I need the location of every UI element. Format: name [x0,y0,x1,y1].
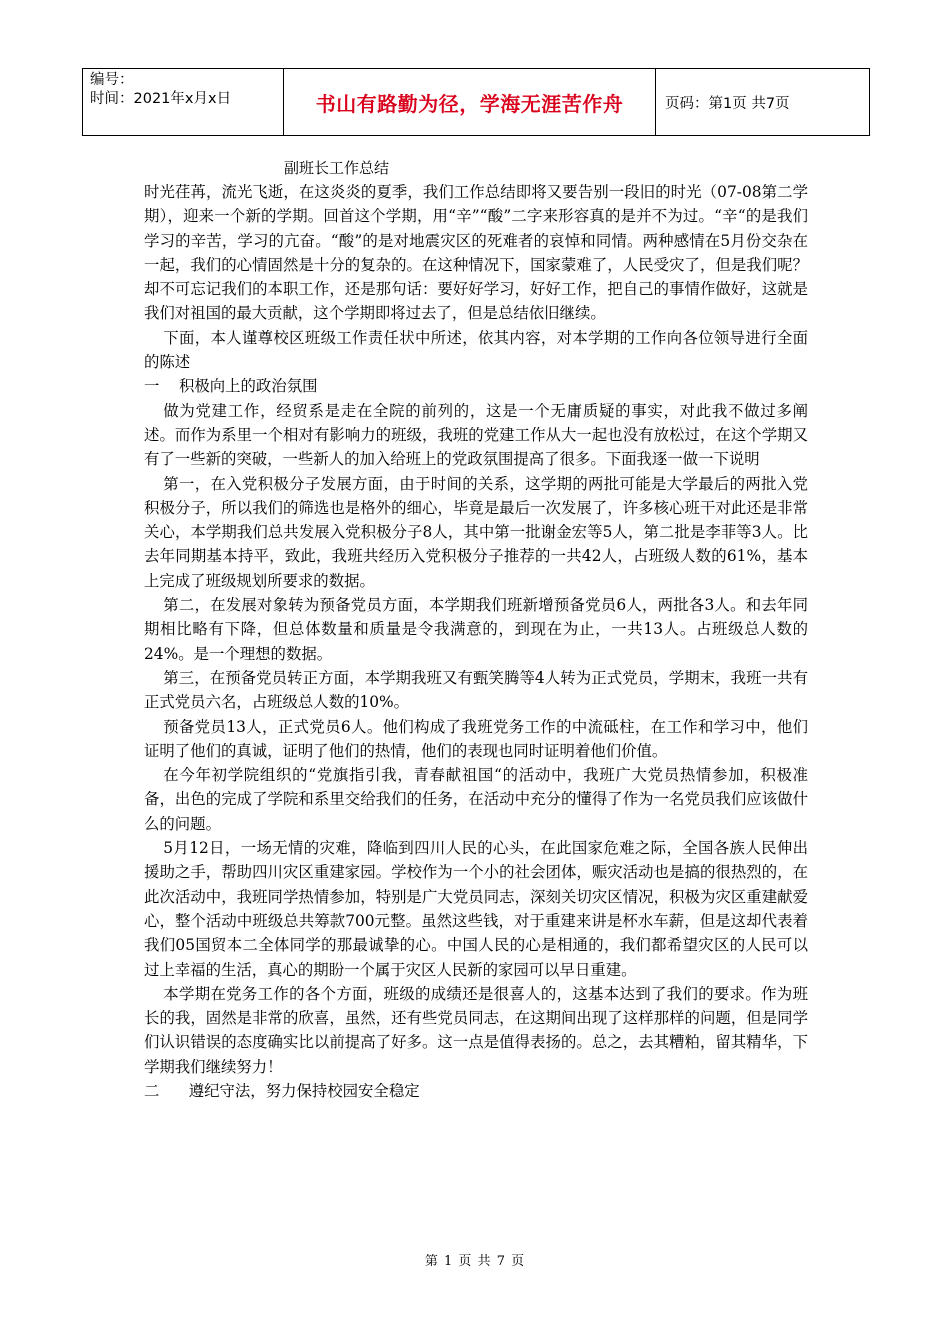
paragraph-intro: 时光荏苒，流光飞逝，在这炎炎的夏季，我们工作总结即将又要告别一段旧的时光（07-08第二学期），迎来一个新的学期。回首这个学期，用“辛”“酸”二字来形容真的是并不为过。“辛“的是我们学习的辛苦，学习的亢奋。“酸”的是对地震灾区的死难者的哀悼和同情。两种感情在5月份交杂在一起，我们的心情固然是十分的复杂的。在这种情况下，国家蒙难了，人民受灾了，但是我们呢？却不可忘记我们的本职工作，还是那句话：要好好学习，好好工作，把自己的事情作做好，这就是我们对祖国的最大贡献，这个学期即将过去了，但是总结依旧继续。 [144,183,808,323]
paragraph: 第一，在入党积极分子发展方面，由于时间的关系，这学期的两批可能是大学最后的两批入党积极分子，所以我们的筛选也是格外的细心，毕竟是最后一次发展了，许多核心班干对此还是非常关心，本学期我们总共发展入党积极分子8人，其中第一批谢金宏等5人，第二批是李菲等3人。比去年同期基本持平，致此，我班共经历入党积极分子推荐的一共42人，占班级人数的61%，基本上完成了班级规划所要求的数据。 [144,474,808,590]
page-footer: 第 1 页 共 7 页 [424,1254,526,1269]
header-page-cell [656,69,869,135]
paragraph: 5月12日，一场无情的灾难，降临到四川人民的心头，在此国家危难之际，全国各族人民伸出援助之手，帮助四川灾区重建家园。学校作为一个小的社会团体，赈灾活动也是搞的很热烈的，在此次活动中，我班同学热情参加，特别是广大党员同志，深刻关切灾区情况，积极为灾区重建献爱心，整个活动中班级总共筹款700元整。虽然这些钱，对于重建来讲是杯水车薪，但是这却代表着我们05国贸本二全体同学的那最诚挚的心。中国人民的心是相通的，我们都希望灾区的人民可以过上幸福的生活，真心的期盼一个属于灾区人民新的家园可以早日重建。 [144,839,808,979]
motto-text: 书山有路勤为径，学海无涯苦作舟 [315,91,624,116]
paragraph: 预备党员13人，正式党员6人。他们构成了我班党务工作的中流砥柱，在工作和学习中，他们证明了他们的真诚，证明了他们的热情，他们的表现也同时证明着他们价值。 [144,717,808,760]
paragraph: 在今年初学院组织的“党旗指引我，青春献祖国“的活动中，我班广大党员热情参加，积极准备，出色的完成了学院和系里交给我们的任务，在活动中充分的懂得了作为一名党员我们应该做什么的问题。 [144,766,808,833]
number-label: 编号： [90,72,134,88]
section-heading-2: 二 遵纪守法，努力保持校园安全稳定 [144,1081,420,1100]
document-body [144,180,808,1103]
header-motto-cell [284,69,656,135]
paragraph: 第三，在预备党员转正方面，本学期我班又有甄笑腾等4人转为正式党员，学期末，我班一共有正式党员六名，占班级总人数的10%。 [144,668,808,712]
header-table [82,68,870,136]
paragraph: 本学期在党务工作的各个方面，班级的成绩还是很喜人的，这基本达到了我们的要求。作为班长的我，固然是非常的欣喜，虽然，还有些党员同志，在这期间出现了这样那样的问题，但是同学们认识错误的态度确实比以前提高了好多。这一点是值得表扬的。总之，去其糟粕，留其精华，下学期我们继续努力！ [144,984,808,1076]
paragraph: 做为党建工作，经贸系是走在全院的前列的，这是一个无庸质疑的事实，对此我不做过多阐述。而作为系里一个相对有影响力的班级，我班的党建工作从大一起也没有放松过，在这个学期又有了一些新的突破，一些新人的加入给班上的党政氛围提高了很多。下面我逐一做一下说明 [144,401,808,469]
time-label: 时间：2021年x月x日 [90,91,232,107]
paragraph-overview: 下面，本人谨尊校区班级工作责任状中所述，依其内容，对本学期的工作向各位领导进行全面的陈述 [144,328,808,372]
header-meta-cell [83,69,284,135]
section-heading-1: 一 积极向上的政治氛围 [144,377,318,396]
paragraph: 第二，在发展对象转为预备党员方面，本学期我们班新增预备党员6人，两批各3人。和去年同期相比略有下降，但总体数量和质量是令我满意的，到现在为止，一共13人。占班级总人数的 24%。是一个理想的数据。 [144,596,808,663]
document-title: 副班长工作总结 [284,159,390,177]
page-info: 页码：第1页 共7页 [665,95,790,112]
